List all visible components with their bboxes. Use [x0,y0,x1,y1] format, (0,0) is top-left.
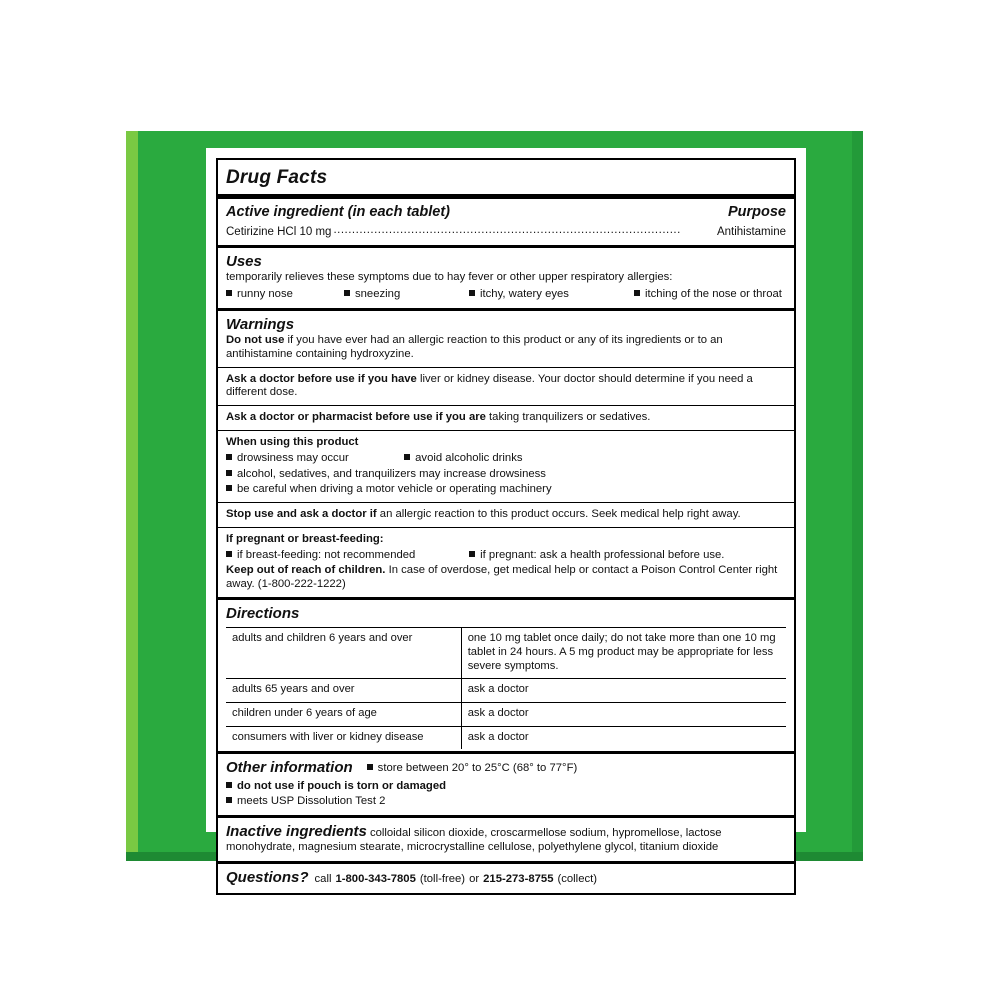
drug-facts-label [216,158,796,895]
inactive-ingredients-section [218,815,794,861]
questions-call-label: call [314,873,332,886]
keep-out-text: In case of overdose, get medical help or contact a Poison Control Center right away. (1-800-222-1222) [226,564,778,591]
other-information-section [218,751,794,815]
warnings-heading: Warnings [226,315,295,333]
table-row [226,679,786,703]
ask-doctor-block [218,367,794,406]
pregnancy-block [218,527,794,597]
when-using-row-1 [226,452,786,466]
questions-section [218,861,794,893]
stop-use-block [218,502,794,527]
active-ingredient-name: Cetirizine HCl 10 mg [226,225,332,238]
uses-item: itchy, watery eyes [469,288,634,302]
table-row [226,628,786,679]
when-using-item: drowsiness may occur [226,452,401,466]
keep-out-label: Keep out of reach of children. [226,564,386,577]
directions-dose: ask a doctor [461,726,786,749]
leader-dots: .............................................................................................. [333,223,681,236]
uses-intro: temporarily relieves these symptoms due to hay fever or other upper respiratory allergies: [226,271,673,284]
active-ingredient-purpose: Antihistamine [716,225,786,238]
carton-left-highlight-edge [126,131,138,861]
other-information-heading: Other information [226,759,353,777]
uses-item: sneezing [344,288,469,302]
directions-who: consumers with liver or kidney disease [226,726,461,749]
inactive-ingredients-text: colloidal silicon dioxide, croscarmellose sodium, hypromellose, lactose monohydrate, magnesium stearate, microcrystalline cellulose, polyethylene glycol, titanium dioxide [226,827,722,854]
collect-number[interactable]: 215-273-8755 [483,873,554,886]
directions-who: children under 6 years of age [226,702,461,726]
stop-use-label: Stop use and ask a doctor if [226,508,377,521]
uses-item: itching of the nose or throat [634,288,782,302]
when-using-item: avoid alcoholic drinks [404,452,522,464]
directions-who: adults and children 6 years and over [226,628,461,679]
directions-dose: one 10 mg tablet once daily; do not take more than one 10 mg tablet in 24 hours. A 5 mg product may be appropriate for less severe symptoms. [461,628,786,679]
do-not-use-text: if you have ever had an allergic reaction to this product or any of its ingredients or to an antihistamine containing hydroxyzine. [226,334,723,360]
other-information-item: store between 20° to 25°C (68° to 77°F) [367,759,578,776]
warnings-section [218,308,794,597]
do-not-use-line [226,334,786,362]
pregnant-item: if breast-feeding: not recommended [226,549,466,563]
toll-free-number[interactable]: 1-800-343-7805 [335,873,416,886]
active-ingredient-section [218,194,794,245]
purpose-heading: Purpose [727,204,786,221]
when-using-block [218,430,794,502]
do-not-use-label: Do not use [226,334,285,347]
questions-or-label: or [469,873,480,886]
ask-doctor-text: liver or kidney disease. Your doctor should determine if you need a different dose. [226,372,753,399]
directions-who: adults 65 years and over [226,679,461,703]
table-row [226,702,786,726]
keep-out-line [226,564,786,592]
stop-use-text: an allergic reaction to this product occurs. Seek medical help right away. [379,508,741,521]
inactive-ingredients-heading: Inactive ingredients [226,823,367,841]
active-ingredient-heading: Active ingredient (in each tablet) [226,204,450,221]
pregnant-items-row [226,549,786,563]
drug-facts-title: Drug Facts [226,167,328,188]
uses-heading: Uses [226,252,262,270]
directions-heading: Directions [226,604,300,622]
table-row [226,726,786,749]
directions-dose: ask a doctor [461,679,786,703]
pregnant-label: If pregnant or breast-feeding: [226,532,384,545]
active-ingredient-row [226,225,786,239]
collect-note: (collect) [557,873,598,886]
directions-table [226,627,786,749]
ask-pharmacist-label: Ask a doctor or pharmacist before use if you are [226,411,486,424]
ask-pharmacist-block [218,405,794,430]
other-information-item: do not use if pouch is torn or damaged [226,780,786,794]
carton-right-edge [852,131,863,861]
questions-heading: Questions? [226,869,309,887]
uses-item: runny nose [226,288,344,302]
other-information-item: meets USP Dissolution Test 2 [226,795,786,809]
ask-doctor-label: Ask a doctor before use if you have [226,372,417,385]
uses-section [218,245,794,308]
when-using-label: When using this product [226,435,359,448]
directions-dose: ask a doctor [461,702,786,726]
directions-section [218,597,794,751]
toll-free-note: (toll-free) [419,873,466,886]
when-using-item: alcohol, sedatives, and tranquilizers may increase drowsiness [226,468,786,482]
pregnant-item: if pregnant: ask a health professional before use. [469,549,724,561]
ask-pharmacist-text: taking tranquilizers or sedatives. [489,411,651,424]
uses-bullets [226,288,786,302]
when-using-item: be careful when driving a motor vehicle or operating machinery [226,483,786,497]
